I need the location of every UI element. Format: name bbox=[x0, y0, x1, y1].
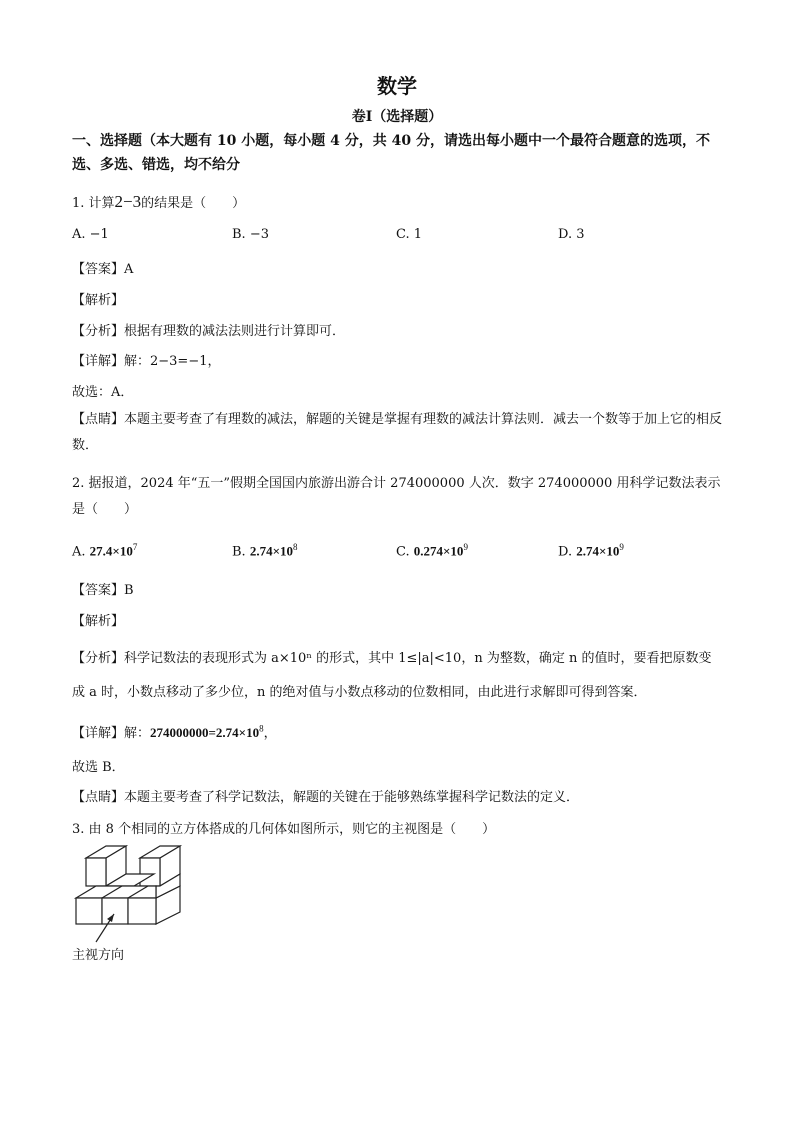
q2-stem: 2. 据报道，2024 年“五一”假期全国国内旅游出游合计 274000000 人次．数字 274000000 用科学记数法表示是（ ） bbox=[72, 476, 721, 517]
q2-option-a-exp: 7 bbox=[132, 542, 138, 552]
q2-option-c-exp: 9 bbox=[463, 542, 468, 552]
q2-option-d-base: 2.74×10 bbox=[576, 543, 620, 559]
q2-option-b bbox=[232, 542, 298, 559]
q1-xiangjie: 【详解】解：2−3=−1， bbox=[72, 354, 221, 369]
q2-option-a-base: 27.4×10 bbox=[89, 543, 133, 559]
q2-dianjing: 【点睛】本题主要考查了科学记数法，解题的关键在于能够熟练掌握科学记数法的定义． bbox=[72, 790, 580, 805]
q1-expression: 2−3 bbox=[114, 192, 142, 211]
q2-xiangjie-prefix: 【详解】解： bbox=[72, 726, 151, 741]
q1-option-a: A. −1 bbox=[72, 227, 109, 242]
cube-stack-figure bbox=[70, 842, 190, 947]
q2-option-b-label: B. bbox=[232, 544, 246, 560]
q2-option-c-label: C. bbox=[396, 544, 410, 560]
q1-stem-prefix: 1. 计算 bbox=[72, 196, 115, 211]
q2-option-c bbox=[396, 542, 468, 559]
q2-option-d-exp: 9 bbox=[619, 542, 624, 552]
q1-stem bbox=[72, 192, 245, 212]
q2-option-a-label: A. bbox=[72, 544, 86, 560]
q1-answer: 【答案】A bbox=[72, 262, 134, 277]
view-direction-label: 主视方向 bbox=[72, 948, 125, 963]
page-title: 数学 bbox=[377, 74, 417, 98]
q1-stem-suffix: 的结果是（ ） bbox=[141, 196, 246, 211]
q2-xiangjie-expr: 274000000=2.74×10 bbox=[150, 725, 260, 740]
q2-fenxi: 【分析】科学记数法的表现形式为 a×10ⁿ 的形式，其中 1≤|a|<10，n 为整数，确定 n 的值时，要看把原数变成 a 时，小数点移动了多少位，n 的绝对值与小数点移动的位数相同，由此进行求解即可得到答案． bbox=[72, 651, 712, 700]
volume-subtitle: 卷Ⅰ（选择题） bbox=[351, 109, 443, 125]
q2-option-d-label: D. bbox=[558, 544, 573, 560]
q1-guxuan: 故选：A． bbox=[72, 385, 134, 400]
q2-option-a bbox=[72, 542, 137, 559]
q1-analysis-tag: 【解析】 bbox=[72, 293, 125, 308]
q1-fenxi: 【分析】根据有理数的减法法则进行计算即可． bbox=[72, 324, 346, 339]
q2-xiangjie-exp: 8 bbox=[259, 723, 264, 734]
q2-guxuan: 故选 B． bbox=[72, 760, 125, 775]
q2-option-b-exp: 8 bbox=[293, 542, 298, 552]
q1-dianjing: 【点睛】本题主要考查了有理数的减法，解题的关键是掌握有理数的减法计算法则．减去一个数等于加上它的相反数． bbox=[72, 412, 723, 453]
q2-xiangjie bbox=[72, 722, 277, 741]
q3-stem: 3. 由 8 个相同的立方体搭成的几何体如图所示，则它的主视图是（ ） bbox=[72, 822, 496, 837]
q2-xiangjie-suffix: ， bbox=[263, 726, 277, 741]
q1-option-b: B. −3 bbox=[232, 227, 269, 242]
q2-analysis-tag: 【解析】 bbox=[72, 614, 125, 629]
q2-option-c-base: 0.274×10 bbox=[413, 543, 464, 559]
q2-option-b-base: 2.74×10 bbox=[249, 543, 293, 559]
q2-option-d bbox=[558, 542, 624, 559]
q1-option-d: D. 3 bbox=[558, 227, 585, 242]
q1-option-c: C. 1 bbox=[396, 227, 423, 242]
section-header: 一、选择题（本大题有 10 小题，每小题 4 分，共 40 分，请选出每小题中一个最符合题意的选项，不选、多选、错选，均不给分 bbox=[72, 133, 710, 173]
q2-answer: 【答案】B bbox=[72, 583, 134, 598]
